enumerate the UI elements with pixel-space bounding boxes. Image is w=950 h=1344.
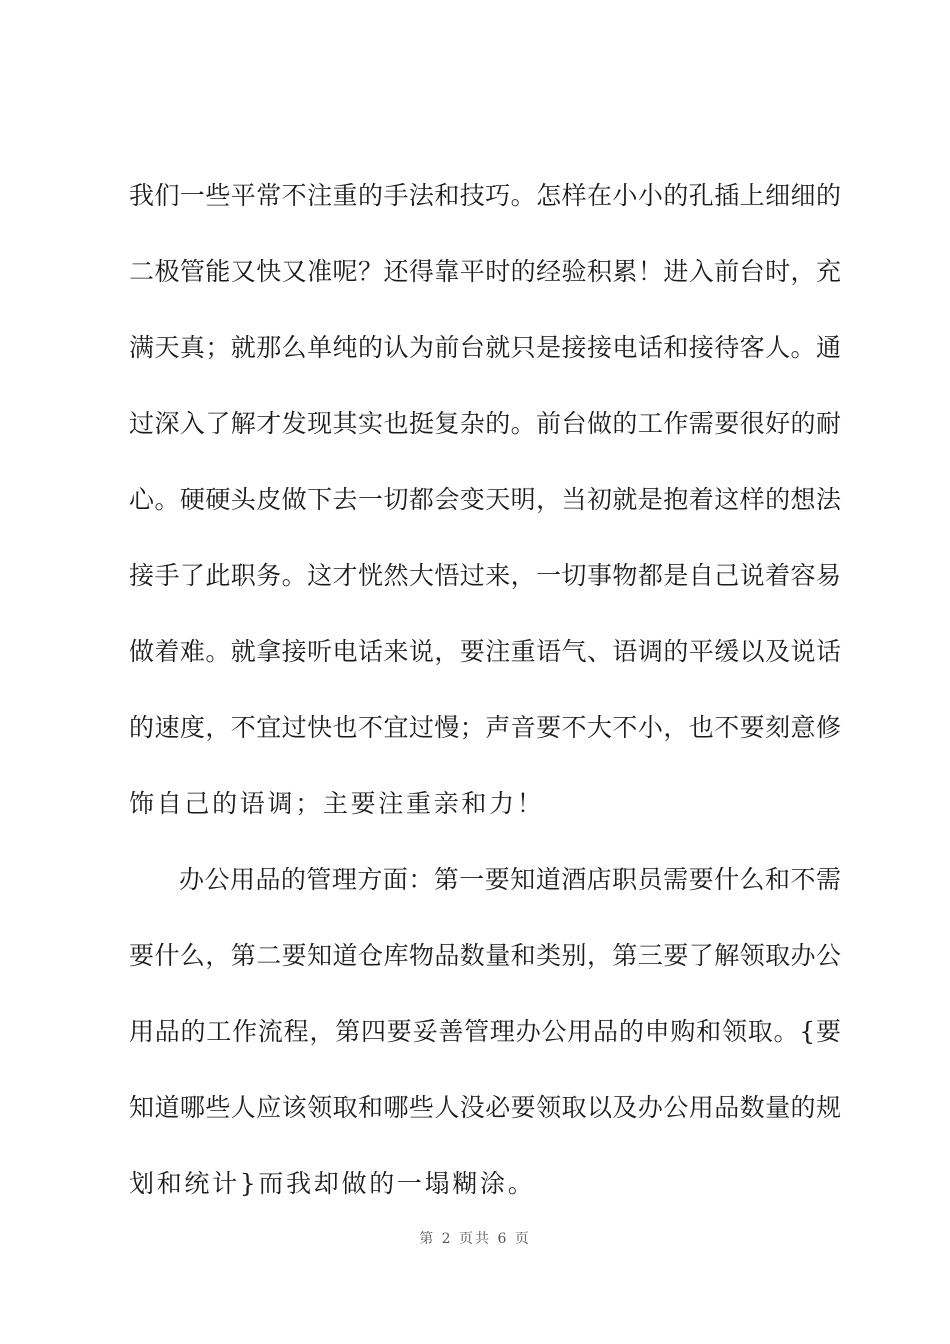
paragraph-1-line-4: 过深入了解才发现其实也挺复杂的。前台做的工作需要很好的耐: [129, 409, 841, 438]
paragraph-1-line-8: 的速度，不宜过快也不宜过慢；声音要不大不小，也不要刻意修: [129, 713, 841, 742]
paragraph-1-line-7: 做着难。就拿接听电话来说，要注重语气、语调的平缓以及说话: [129, 637, 841, 666]
paragraph-2-line-5: 划和统计}而我却做的一塌糊涂。: [129, 1169, 536, 1198]
page-footer: 第 2 页共 6 页: [419, 1231, 531, 1247]
paragraph-1-line-5: 心。硬硬头皮做下去一切都会变天明，当初就是抱着这样的想法: [129, 485, 841, 514]
paragraph-1-line-1: 我们一些平常不注重的手法和技巧。怎样在小小的孔插上细细的: [129, 181, 841, 210]
paragraph-1-line-3: 满天真；就那么单纯的认为前台就只是接接电话和接待客人。通: [129, 333, 841, 362]
paragraph-2-line-4: 知道哪些人应该领取和哪些人没必要领取以及办公用品数量的规: [129, 1093, 841, 1122]
paragraph-1-line-2: 二极管能又快又准呢？还得靠平时的经验积累！进入前台时，充: [129, 257, 841, 286]
paragraph-2-line-1: 办公用品的管理方面：第一要知道酒店职员需要什么和不需: [179, 865, 841, 894]
paragraph-2-line-3: 用品的工作流程，第四要妥善管理办公用品的申购和领取。{要: [129, 1017, 841, 1046]
paragraph-1-line-6: 接手了此职务。这才恍然大悟过来，一切事物都是自己说着容易: [129, 561, 841, 590]
paragraph-1-line-9: 饰自己的语调；主要注重亲和力！: [129, 789, 545, 818]
paragraph-2-line-2: 要什么，第二要知道仓库物品数量和类别，第三要了解领取办公: [129, 941, 841, 970]
